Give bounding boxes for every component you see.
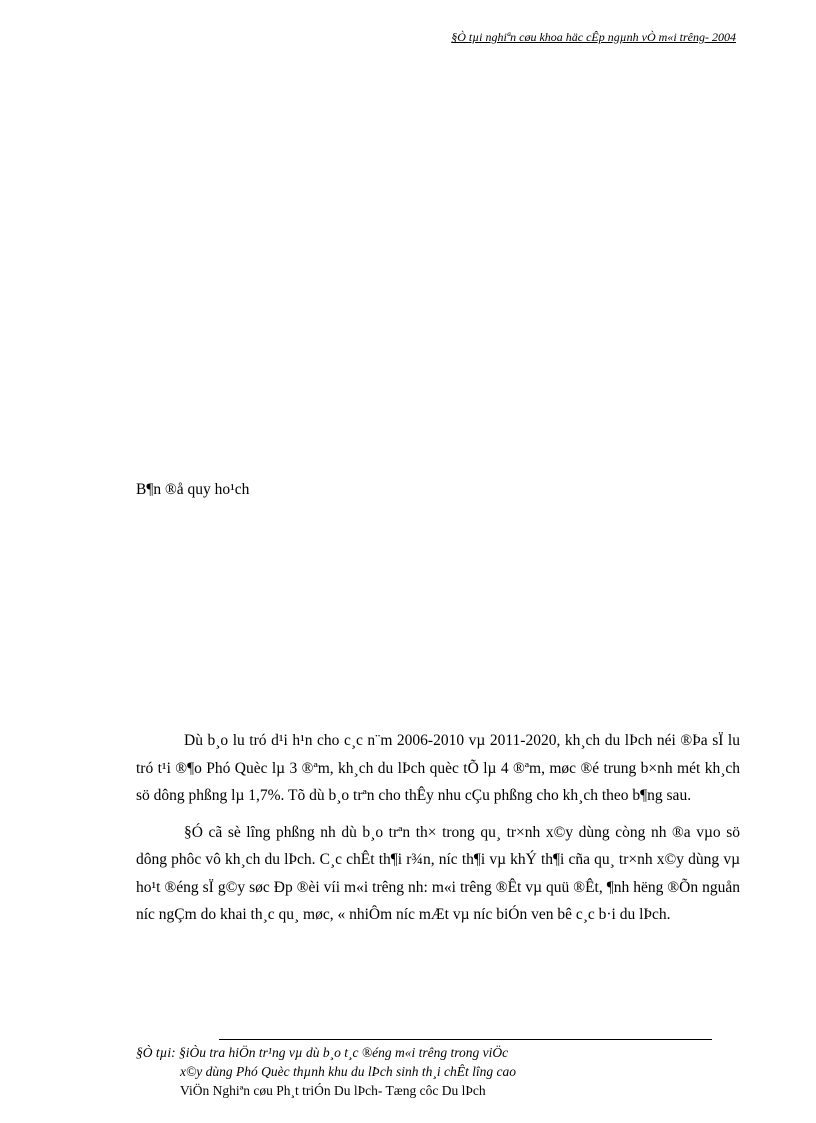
- body-text: [136, 727, 740, 938]
- footnote-separator: [219, 1039, 712, 1040]
- paragraph-forecast: Dù b¸o lu tró d¹i h¹n cho c¸c n¨m 2006-2010 vµ 2011-2020, kh¸ch du lÞch néi ®Þa sÏ lu tró t¹i ®¶o Phó Quèc lµ 3 ®ªm, kh¸ch du lÞch quèc tÕ lµ 4 ®ªm, møc ®é trung b×nh mét kh¸ch sö dông phßng lµ 1,7%. Tõ dù b¸o trªn cho thÊy nhu cÇu phßng cho kh¸ch theo b¶ng sau.: [136, 732, 740, 804]
- footnote-institution: ViÖn Nghiªn cøu Ph¸t triÓn Du lÞch- Tæng côc Du lÞch: [180, 1083, 486, 1098]
- map-section-label: B¶n ®å quy ho¹ch: [136, 481, 250, 498]
- running-header: §Ò tµi nghiªn cøu khoa häc cÊp ngµnh vÒ m«i trêng- 2004: [451, 30, 736, 44]
- footnote-source-title-cont: x©y dùng Phó Quèc thµnh khu du lÞch sinh th¸i chÊt lîng cao: [180, 1064, 516, 1079]
- footnote-source-title: §Ò tµi: §iÒu tra hiÖn tr¹ng vµ dù b¸o t¸c ®éng m«i trêng trong viÖc: [136, 1045, 509, 1060]
- footnote: [136, 1043, 516, 1100]
- paragraph-impacts: §Ó cã sè lîng phßng nh dù b¸o trªn th× trong qu¸ tr×nh x©y dùng còng nh ®a vµo sö dông phôc vô kh¸ch du lÞch. C¸c chÊt th¶i r¾n, níc th¶i vµ khÝ th¶i cña qu¸ tr×nh x©y dùng vµ ho¹t ®éng sÏ g©y søc Ðp ®èi víi m«i trêng nh: m«i trêng ®Êt vµ quü ®Êt, ¶nh hëng ®Õn nguån níc ngÇm do khai th¸c qu¸ møc, « nhiÔm níc mÆt vµ níc biÓn ven bê c¸c b·i du lÞch.: [136, 823, 740, 923]
